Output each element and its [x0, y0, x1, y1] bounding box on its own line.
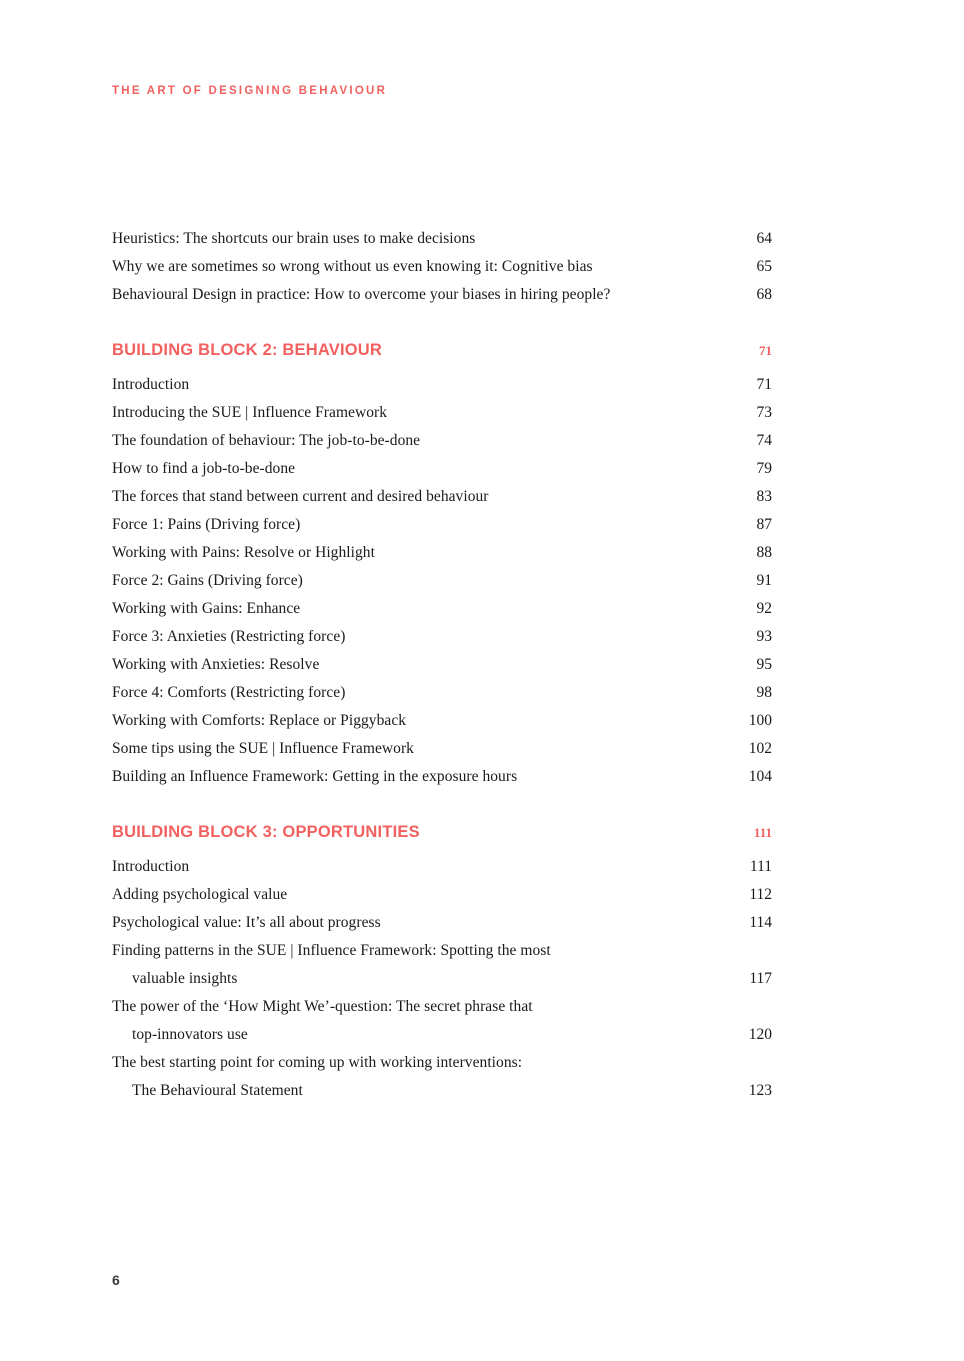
toc-entry[interactable] — [112, 735, 772, 763]
toc-entry-page: 68 — [756, 286, 772, 303]
toc-entry-page: 88 — [756, 544, 772, 561]
toc-entry-title: Working with Comforts: Replace or Piggyback — [112, 712, 407, 729]
toc-entry-title: Force 1: Pains (Driving force) — [112, 516, 301, 533]
toc-entry-page: 102 — [748, 740, 772, 757]
toc-entry-title: Psychological value: It’s all about progress — [112, 914, 381, 931]
toc-section-heading-title: BUILDING BLOCK 2: BEHAVIOUR — [112, 341, 383, 359]
toc-entry[interactable] — [112, 651, 772, 679]
toc-entry-page: 112 — [749, 886, 772, 903]
toc-entry-page: 65 — [756, 258, 772, 275]
toc-entry[interactable] — [112, 909, 772, 937]
toc-entry-title: Introduction — [112, 858, 190, 875]
toc-entry-page: 91 — [756, 572, 772, 589]
toc-entry-page: 74 — [756, 432, 772, 449]
toc-entry[interactable] — [112, 567, 772, 595]
toc-entry[interactable] — [112, 623, 772, 651]
toc-entry-title-line2: The Behavioural Statement — [132, 1082, 303, 1099]
toc-entry[interactable] — [112, 225, 772, 253]
toc-section-heading-title: BUILDING BLOCK 3: OPPORTUNITIES — [112, 823, 420, 841]
toc-entry-title: How to find a job-to-be-done — [112, 460, 296, 477]
toc-entry-page: 120 — [748, 1026, 772, 1043]
toc-entry-page: 83 — [756, 488, 772, 505]
toc-entry-title: Force 2: Gains (Driving force) — [112, 572, 303, 589]
toc-entry[interactable] — [112, 511, 772, 539]
toc-entry-page: 98 — [756, 684, 772, 701]
toc-entry-page: 95 — [756, 656, 772, 673]
toc-section-building-block-3 — [112, 818, 772, 1105]
toc-entry-title: Behavioural Design in practice: How to overcome your biases in hiring people? — [112, 286, 611, 303]
toc-entry-continuation[interactable] — [112, 1077, 772, 1105]
toc-entry-title-line2: valuable insights — [132, 970, 238, 987]
toc-entry-title-line1: The best starting point for coming up with working interventions: — [112, 1054, 523, 1071]
toc-entry-title: Working with Pains: Resolve or Highlight — [112, 544, 375, 561]
toc-entry-title: Introduction — [112, 376, 190, 393]
toc-entry-title: Some tips using the SUE | Influence Framework — [112, 740, 414, 757]
page-folio-number: 6 — [112, 1272, 120, 1288]
toc-entry-page: 123 — [748, 1082, 772, 1099]
toc-entry[interactable] — [112, 281, 772, 309]
toc-entry-page: 71 — [756, 376, 772, 393]
toc-entry[interactable] — [112, 455, 772, 483]
toc-section-heading-page: 111 — [753, 825, 772, 840]
toc-entry-page: 117 — [749, 970, 772, 987]
toc-entry-title-line1: The power of the ‘How Might We’-question: The secret phrase that — [112, 998, 533, 1015]
toc-entry-page: 104 — [748, 768, 772, 785]
toc-entry-page: 64 — [756, 230, 772, 247]
toc-entry-continuation[interactable] — [112, 965, 772, 993]
toc-entry-title: Working with Anxieties: Resolve — [112, 656, 320, 673]
toc-entry-page: 79 — [756, 460, 772, 477]
toc-entry-page: 93 — [756, 628, 772, 645]
toc-section-heading-page: 71 — [759, 343, 772, 358]
toc-entry[interactable] — [112, 253, 772, 281]
toc-entry[interactable] — [112, 399, 772, 427]
toc-entry-title: Adding psychological value — [112, 886, 288, 903]
toc-entry-title: The forces that stand between current and desired behaviour — [112, 488, 489, 505]
toc-section-heading[interactable] — [112, 336, 772, 365]
toc-entry-title: Heuristics: The shortcuts our brain uses to make decisions — [112, 230, 476, 247]
toc-entry-continuation[interactable] — [112, 1021, 772, 1049]
toc-entry-title: Force 4: Comforts (Restricting force) — [112, 684, 346, 701]
toc-entry-page: 73 — [756, 404, 772, 421]
toc-entry-title: Building an Influence Framework: Getting in the exposure hours — [112, 768, 518, 785]
toc-entry-title: The foundation of behaviour: The job-to-be-done — [112, 432, 421, 449]
running-header: THE ART OF DESIGNING BEHAVIOUR — [112, 85, 388, 97]
toc-entry-title-line2: top-innovators use — [132, 1026, 248, 1043]
toc-entry[interactable] — [112, 483, 772, 511]
toc-entry[interactable] — [112, 763, 772, 791]
toc-entry-title: Working with Gains: Enhance — [112, 600, 301, 617]
toc-group-continued — [112, 225, 772, 309]
toc-entry[interactable] — [112, 707, 772, 735]
toc-entry-title-line1: Finding patterns in the SUE | Influence Framework: Spotting the most — [112, 942, 551, 959]
toc-entry[interactable] — [112, 937, 772, 965]
toc-entry-title: Why we are sometimes so wrong without us even knowing it: Cognitive bias — [112, 258, 593, 275]
toc-entry[interactable] — [112, 993, 772, 1021]
toc-entry[interactable] — [112, 881, 772, 909]
toc-entry[interactable] — [112, 427, 772, 455]
toc-entry[interactable] — [112, 539, 772, 567]
toc-entry-page: 111 — [749, 858, 772, 875]
toc-entry[interactable] — [112, 371, 772, 399]
toc-entry-page: 92 — [756, 600, 772, 617]
toc-entry[interactable] — [112, 853, 772, 881]
toc-entry-title: Introducing the SUE | Influence Framework — [112, 404, 388, 421]
toc-entry[interactable] — [112, 1049, 772, 1077]
toc-entry[interactable] — [112, 595, 772, 623]
toc-entry-page: 100 — [748, 712, 772, 729]
toc-entry-page: 114 — [749, 914, 772, 931]
toc-section-heading[interactable] — [112, 818, 772, 847]
table-of-contents — [112, 225, 772, 1105]
toc-entry-title: Force 3: Anxieties (Restricting force) — [112, 628, 346, 645]
toc-entry[interactable] — [112, 679, 772, 707]
toc-section-building-block-2 — [112, 336, 772, 791]
toc-entry-page: 87 — [756, 516, 772, 533]
